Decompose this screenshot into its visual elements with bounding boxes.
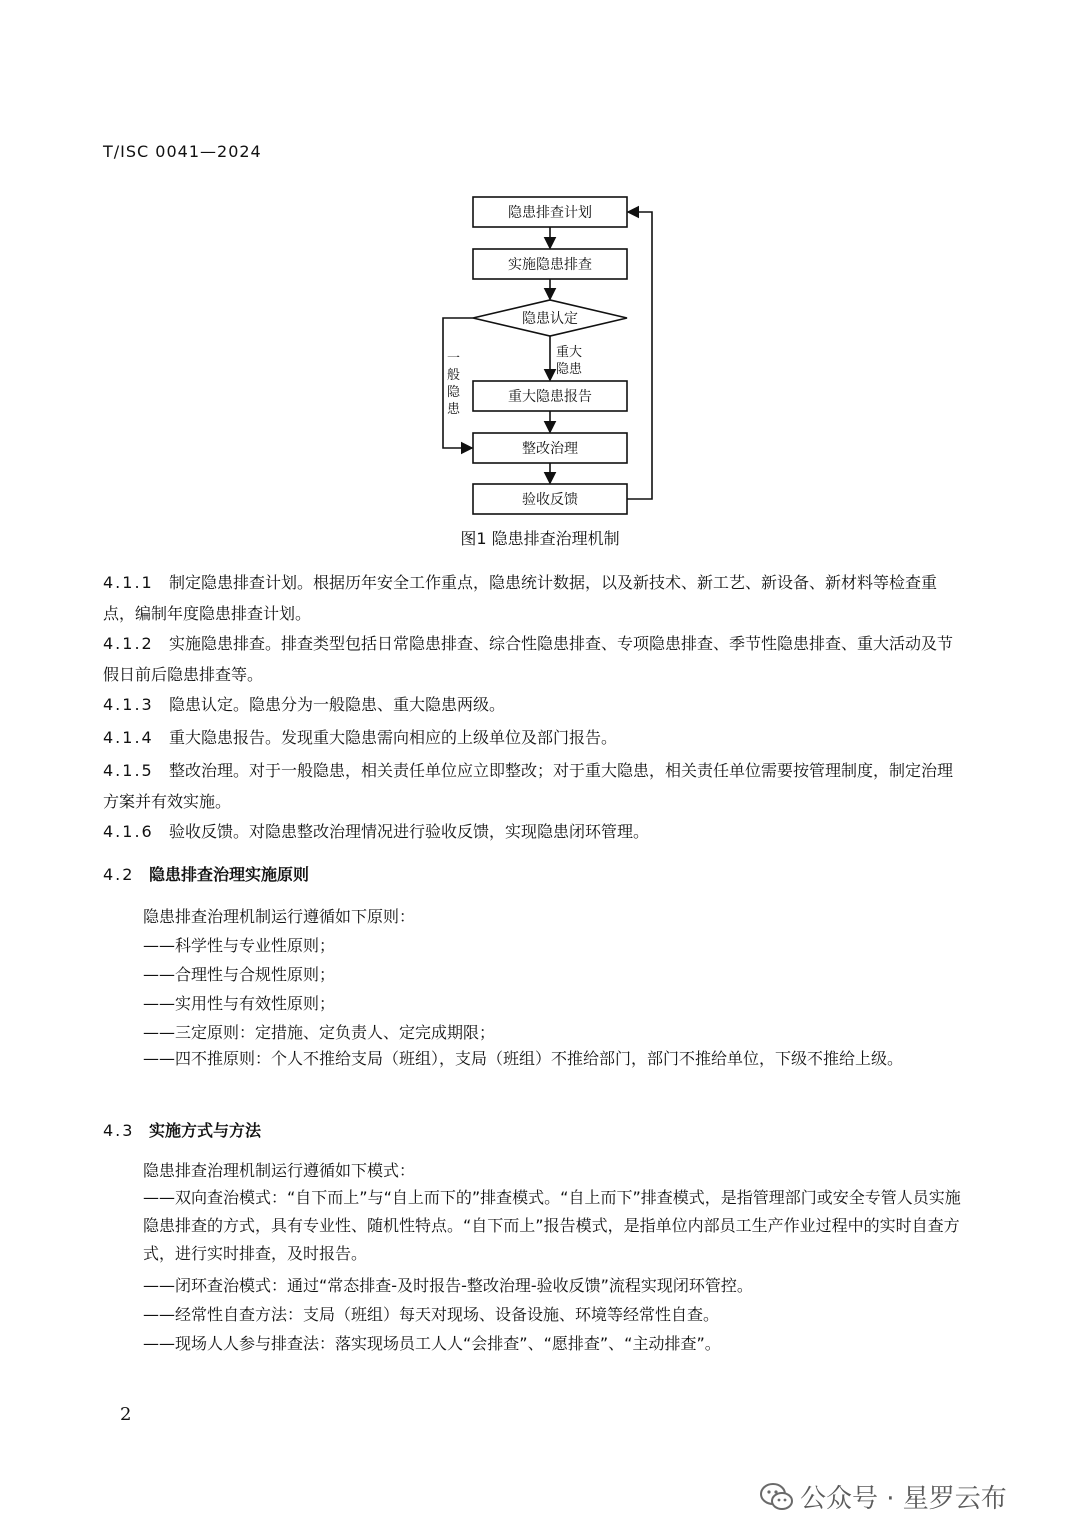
clause-text: 实施隐患排查。排查类型包括日常隐患排查、综合性隐患排查、专项隐患排查、季节性隐患排查、重大活动及节假日前后隐患排查等。	[103, 634, 954, 684]
mode-item: ——闭环查治模式：通过“常态排查-及时报告-整改治理-验收反馈”流程实现闭环管控。	[143, 1276, 753, 1295]
clause-4-1-2	[103, 628, 963, 690]
document-id: T/ISC 0041—2024	[103, 142, 262, 161]
section-number: 4.2	[103, 865, 135, 884]
node-implement-label: 实施隐患排查	[508, 257, 592, 273]
principle-item: ——合理性与合规性原则；	[143, 965, 336, 984]
clause-4-1-4	[103, 722, 963, 753]
mode-item: ——双向查治模式：“自下而上”与“自上而下的”排查模式。“自上而下”排查模式，是指管理部门或安全专管人员实施隐患排查的方式，具有专业性、随机性特点。“自下而上”报告模式，是指单位内部员工生产作业过程中的实时自查方式，进行实时排查，及时报告。	[143, 1188, 961, 1263]
clause-number: 4.1.3	[103, 695, 154, 714]
flowchart	[430, 190, 670, 520]
clause-text: 隐患认定。隐患分为一般隐患、重大隐患两级。	[169, 695, 506, 714]
principle-item: ——实用性与有效性原则；	[143, 994, 336, 1013]
clause-number: 4.1.2	[103, 634, 154, 653]
section-title: 隐患排查治理实施原则	[149, 865, 310, 884]
node-report-label: 重大隐患报告	[508, 389, 592, 405]
section-title: 实施方式与方法	[149, 1121, 262, 1140]
label-major-1: 重大	[556, 345, 583, 360]
principle-item: ——四不推原则：个人不推给支局（班组），支局（班组）不推给部门，部门不推给单位，下级不推给上级。	[143, 1049, 904, 1068]
label-general-3: 隐	[447, 385, 461, 400]
node-accept-label: 验收反馈	[522, 492, 578, 508]
clause-number: 4.1.1	[103, 573, 154, 592]
clause-4-1-6	[103, 816, 963, 847]
clause-number: 4.1.6	[103, 822, 154, 841]
arrow-general-branch	[443, 318, 473, 448]
section-number: 4.3	[103, 1121, 135, 1140]
principle-item: ——科学性与专业性原则；	[143, 936, 336, 955]
mode-item: ——经常性自查方法：支局（班组）每天对现场、设备设施、环境等经常性自查。	[143, 1305, 720, 1324]
mode-item: ——现场人人参与排查法：落实现场员工人人“会排查”、“愿排查”、“主动排查”。	[143, 1334, 721, 1353]
clause-text: 整改治理。对于一般隐患，相关责任单位应立即整改；对于重大隐患，相关责任单位需要按管理制度，制定治理方案并有效实施。	[103, 761, 954, 811]
label-general-2: 般	[447, 368, 461, 383]
arrow-feedback-loop	[627, 212, 652, 499]
section-4-3-intro: 隐患排查治理机制运行遵循如下模式：	[143, 1161, 416, 1180]
figure-caption: 图1 隐患排查治理机制	[460, 529, 620, 548]
section-4-3-heading	[103, 1118, 261, 1141]
node-plan-label: 隐患排查计划	[508, 205, 592, 221]
page-number: 2	[120, 1404, 132, 1425]
label-major-2: 隐患	[556, 362, 583, 377]
clause-number: 4.1.5	[103, 761, 154, 780]
section-4-2-intro: 隐患排查治理机制运行遵循如下原则：	[143, 907, 416, 926]
clause-4-1-1	[103, 567, 963, 629]
section-4-2-heading	[103, 862, 309, 885]
clause-4-1-5	[103, 755, 963, 817]
node-rectify-label: 整改治理	[522, 441, 578, 457]
clause-4-1-3	[103, 689, 963, 720]
watermark	[760, 1478, 1007, 1515]
clause-text: 重大隐患报告。发现重大隐患需向相应的上级单位及部门报告。	[169, 728, 618, 747]
node-identify-label: 隐患认定	[522, 311, 578, 327]
clause-text: 验收反馈。对隐患整改治理情况进行验收反馈，实现隐患闭环管理。	[169, 822, 650, 841]
watermark-text: 公众号 · 星罗云布	[800, 1484, 1007, 1514]
label-general-4: 患	[447, 402, 461, 417]
principle-item: ——三定原则：定措施、定负责人、定完成期限；	[143, 1023, 496, 1042]
label-general-1: 一	[447, 351, 461, 366]
clause-number: 4.1.4	[103, 728, 154, 747]
clause-text: 制定隐患排查计划。根据历年安全工作重点，隐患统计数据，以及新技术、新工艺、新设备、新材料等检查重点，编制年度隐患排查计划。	[103, 573, 938, 623]
wechat-icon	[760, 1482, 794, 1512]
